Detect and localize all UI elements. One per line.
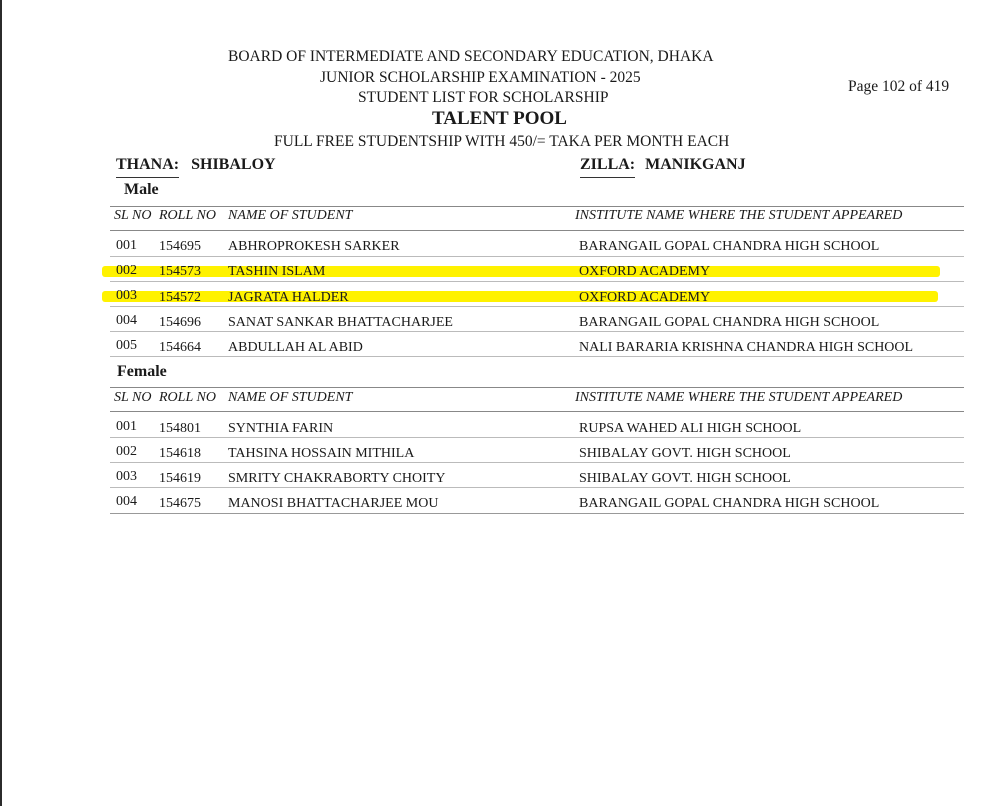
cell-name: TAHSINA HOSSAIN MITHILA <box>228 446 415 461</box>
thana-field <box>116 156 276 174</box>
cell-name: ABHROPROKESH SARKER <box>228 239 400 254</box>
zilla-field <box>580 156 746 174</box>
cell-name: SYNTHIA FARIN <box>228 421 334 436</box>
zilla-label: ZILLA: <box>580 156 635 178</box>
cell-roll: 154619 <box>159 471 201 486</box>
male-section-label: Male <box>124 181 159 198</box>
board-name: BOARD OF INTERMEDIATE AND SECONDARY EDUCATION, DHAKA <box>228 48 714 65</box>
cell-sl: 003 <box>116 288 137 303</box>
cell-name: ABDULLAH AL ABID <box>228 340 363 355</box>
cell-name: TASHIN ISLAM <box>228 264 326 279</box>
col-sl-header: SL NO <box>114 208 152 223</box>
male-header-bottom-rule <box>110 230 964 231</box>
cell-name: SANAT SANKAR BHATTACHARJEE <box>228 315 453 330</box>
cell-institute: RUPSA WAHED ALI HIGH SCHOOL <box>579 421 802 436</box>
cell-roll: 154573 <box>159 264 201 279</box>
cell-sl: 004 <box>116 313 137 328</box>
cell-name: SMRITY CHAKRABORTY CHOITY <box>228 471 446 486</box>
cell-name: MANOSI BHATTACHARJEE MOU <box>228 496 439 511</box>
cell-institute: BARANGAIL GOPAL CHANDRA HIGH SCHOOL <box>579 315 880 330</box>
cell-roll: 154618 <box>159 446 201 461</box>
col-institute-header: INSTITUTE NAME WHERE THE STUDENT APPEARED <box>575 390 903 405</box>
col-roll-header: ROLL NO <box>159 208 216 223</box>
cell-roll: 154696 <box>159 315 201 330</box>
row-divider <box>110 437 964 438</box>
cell-institute: BARANGAIL GOPAL CHANDRA HIGH SCHOOL <box>579 496 880 511</box>
col-sl-header: SL NO <box>114 390 152 405</box>
cell-sl: 005 <box>116 338 137 353</box>
row-divider <box>110 356 964 357</box>
female-section-label: Female <box>117 363 167 380</box>
col-name-header: NAME OF STUDENT <box>228 208 353 223</box>
cell-sl: 002 <box>116 444 137 459</box>
col-institute-header: INSTITUTE NAME WHERE THE STUDENT APPEARED <box>575 208 903 223</box>
row-divider <box>110 256 964 257</box>
row-divider <box>110 306 964 307</box>
cell-institute: NALI BARARIA KRISHNA CHANDRA HIGH SCHOOL <box>579 340 914 355</box>
cell-institute: BARANGAIL GOPAL CHANDRA HIGH SCHOOL <box>579 239 880 254</box>
cell-roll: 154695 <box>159 239 201 254</box>
female-header-top-rule <box>110 387 964 388</box>
document-title: TALENT POOL <box>432 108 567 129</box>
col-roll-header: ROLL NO <box>159 390 216 405</box>
page-number: Page 102 of 419 <box>848 78 950 95</box>
list-name: STUDENT LIST FOR SCHOLARSHIP <box>358 89 609 106</box>
row-divider <box>110 281 964 282</box>
cell-name: JAGRATA HALDER <box>228 290 349 305</box>
cell-institute: OXFORD ACADEMY <box>579 264 711 279</box>
page-left-border <box>0 0 2 806</box>
male-header-top-rule <box>110 206 964 207</box>
cell-sl: 002 <box>116 263 137 278</box>
zilla-value: MANIKGANJ <box>645 156 746 173</box>
thana-label: THANA: <box>116 156 179 178</box>
cell-sl: 003 <box>116 469 137 484</box>
cell-roll: 154664 <box>159 340 201 355</box>
cell-institute: SHIBALAY GOVT. HIGH SCHOOL <box>579 471 791 486</box>
cell-institute: SHIBALAY GOVT. HIGH SCHOOL <box>579 446 791 461</box>
row-divider <box>110 462 964 463</box>
cell-sl: 001 <box>116 238 137 253</box>
cell-sl: 004 <box>116 494 137 509</box>
female-header-bottom-rule <box>110 411 964 412</box>
cell-roll: 154572 <box>159 290 201 305</box>
cell-roll: 154801 <box>159 421 201 436</box>
cell-sl: 001 <box>116 419 137 434</box>
document-subtitle: FULL FREE STUDENTSHIP WITH 450/= TAKA PER MONTH EACH <box>274 133 730 150</box>
row-divider <box>110 487 964 488</box>
thana-value: SHIBALOY <box>191 156 276 173</box>
col-name-header: NAME OF STUDENT <box>228 390 353 405</box>
cell-roll: 154675 <box>159 496 201 511</box>
exam-name: JUNIOR SCHOLARSHIP EXAMINATION - 2025 <box>320 69 641 86</box>
row-divider <box>110 513 964 514</box>
row-divider <box>110 331 964 332</box>
cell-institute: OXFORD ACADEMY <box>579 290 711 305</box>
